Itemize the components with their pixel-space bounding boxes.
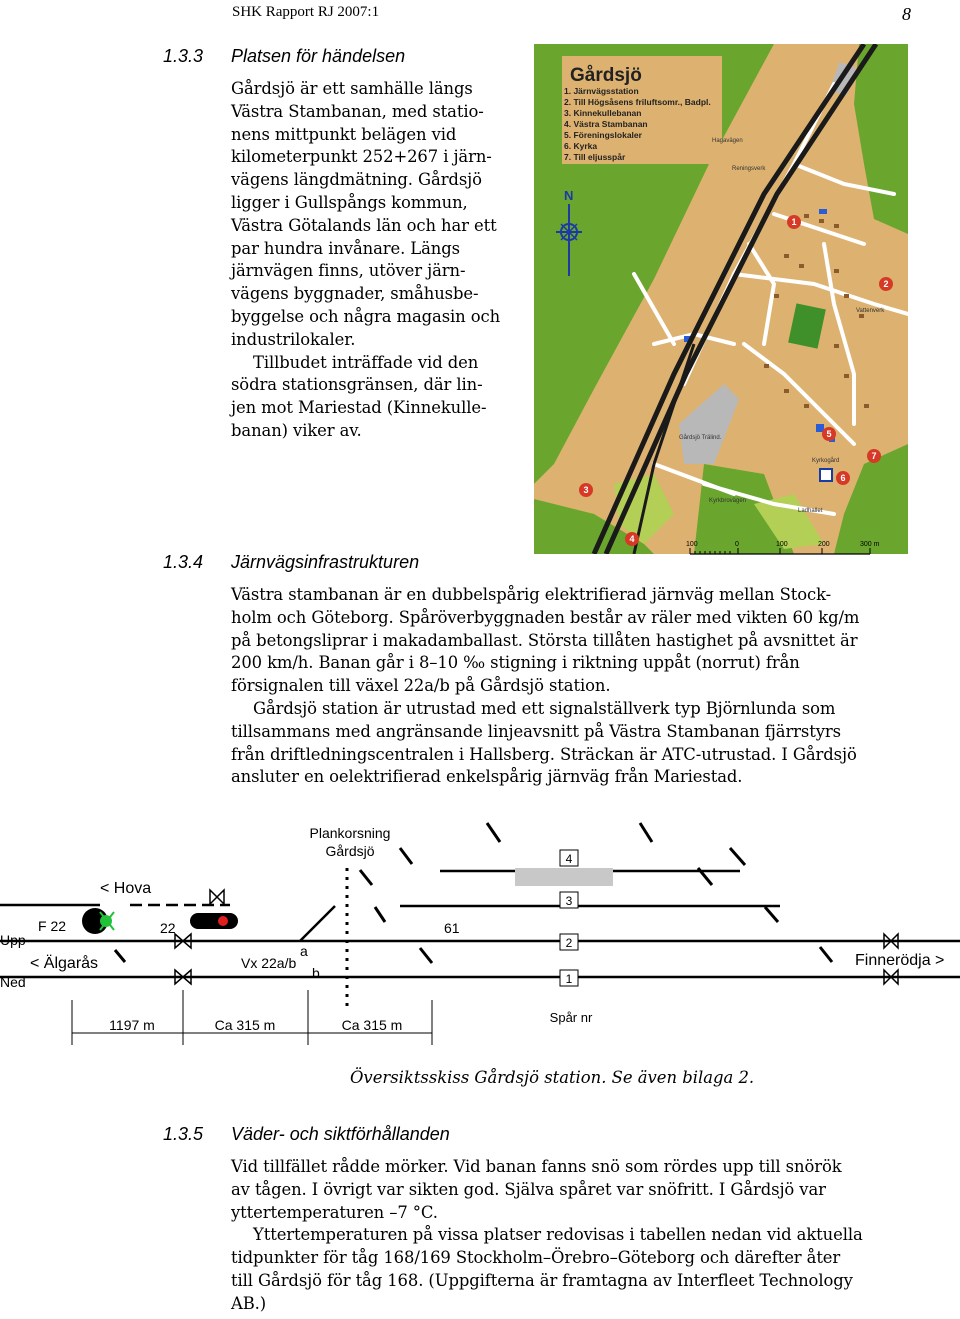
text-line: Gårdsjö station är utrustad med ett signalställverk typ Björnlunda som [253, 698, 836, 718]
scale-label: 100 [686, 541, 698, 548]
switch-b-label: b [312, 965, 320, 981]
ned-label: Ned [0, 974, 26, 990]
text-line: Gårdsjö är ett samhälle längs [231, 79, 473, 98]
paragraph [231, 1156, 931, 1224]
paragraph [231, 78, 531, 352]
text-line: jen mot Mariestad (Kinnekulle- [231, 398, 487, 418]
section-heading-1-3-5 [163, 1124, 563, 1148]
scale-label: 300 m [860, 541, 880, 548]
section-1-3-3-text [231, 78, 531, 443]
scale-label: 200 [818, 541, 830, 548]
text-line: från driftledningscentralen i Hallsberg. Sträckan är ATC-utrustad. I Gårdsjö [231, 744, 857, 764]
level-crossing-label: Gårdsjö [325, 843, 375, 859]
section-number: 1.3.4 [163, 552, 204, 572]
text-line: holm och Göteborg. Spåröverbyggnaden består av räler med vikten 60 kg/m [231, 607, 860, 627]
track-number: 1 [565, 972, 573, 986]
text-line: Västra Stambanan, med statio- [231, 101, 484, 121]
algaras-label: < Älgarås [30, 955, 99, 972]
map-marker-label: 6 [840, 473, 846, 483]
text-line: vägens byggnader, småhusbe- [231, 284, 479, 304]
signal-22-label: 22 [160, 920, 176, 936]
text-line: järnvägen finns, utöver järn- [231, 261, 466, 281]
legend-item: 7. Till eljusspår [564, 152, 626, 162]
paragraph [231, 698, 931, 789]
map-scale-bar [680, 538, 900, 562]
map-marker-label: 1 [791, 217, 797, 227]
track-number-legend: Spår nr [549, 1010, 593, 1025]
scale-label: 0 [735, 541, 739, 548]
text-line: av tågen. I övrigt var sikten god. Själva spåret var snöfritt. I Gårdsjö var [231, 1179, 826, 1199]
text-line: industrilokaler. [231, 329, 356, 349]
track-diagram [0, 810, 960, 1060]
section-heading-1-3-3 [163, 46, 563, 70]
text-line: vägens längdmätning. Gårdsjö [231, 170, 482, 190]
paragraph [231, 352, 531, 443]
text-line: Yttertemperaturen på vissa platser redovisas i tabellen nedan vid aktuella [253, 1225, 863, 1245]
text-line: kilometerpunkt 252+267 i järn- [231, 147, 492, 167]
place-label: Ladhallet [798, 508, 823, 514]
text-line: till Gårdsjö för tåg 168. (Uppgifterna är framtagna av Interfleet Technology [231, 1270, 853, 1290]
platform [515, 868, 613, 886]
text-line: AB.) [231, 1293, 267, 1313]
place-label: Kyrkbrovägen [709, 498, 747, 504]
place-label: Kyrkogård [812, 458, 840, 464]
report-header: SHK Rapport RJ 2007:1 [232, 4, 380, 20]
text-line: Tillbudet inträffade vid den [253, 352, 479, 372]
track-number: 3 [565, 894, 573, 908]
distance-label: 1197 m [109, 1017, 155, 1033]
paragraph [231, 1224, 931, 1315]
text-line: ligger i Gullspångs kommun, [231, 192, 468, 212]
presignal-icon [82, 908, 114, 934]
church-icon [820, 469, 832, 481]
section-title: Väder- och siktförhållanden [231, 1124, 450, 1144]
text-line: byggelse och några magasin och [231, 306, 501, 326]
legend-item: 4. Västra Stambanan [564, 119, 648, 129]
section-title: Platsen för händelsen [231, 46, 406, 66]
finnerodja-label: Finnerödja > [855, 952, 945, 969]
map-marker-label: 4 [629, 534, 635, 544]
text-line: tidpunkter för tåg 168/169 Stockholm–Örebro–Göteborg och därefter åter [231, 1248, 841, 1268]
legend-item: 5. Föreningslokaler [564, 130, 642, 140]
distance-label: Ca 315 m [341, 1017, 403, 1033]
level-crossing-label: Plankorsning [309, 825, 391, 841]
hova-label: < Hova [100, 880, 152, 897]
distance-label: Ca 315 m [214, 1017, 276, 1033]
text-line: tillsammans med angränsande linjeavsnitt på Västra Stambanan fjärrstyrs [231, 721, 841, 741]
section-heading-1-3-4 [163, 552, 563, 576]
text-line: Västra stambanan är en dubbelspårig elektrifierad järnväg mellan Stock- [231, 585, 832, 604]
switch-label: Vx 22a/b [241, 955, 297, 971]
section-number: 1.3.3 [163, 46, 204, 66]
north-label: N [564, 188, 574, 203]
legend-item: 1. Järnvägsstation [564, 86, 639, 96]
legend-item: 2. Till Högsåsens friluftsomr., Badpl. [564, 97, 711, 107]
section-number: 1.3.5 [163, 1124, 204, 1144]
page-number: 8 [902, 4, 911, 24]
text-line: 200 km/h. Banan går i 8–10 ‰ stigning i riktning uppåt (norrut) från [231, 653, 800, 673]
track-number: 4 [565, 852, 573, 866]
section-title: Järnvägsinfrastrukturen [231, 552, 420, 572]
section-1-3-4-text [231, 584, 931, 789]
figure-caption: Översiktsskiss Gårdsjö station. Se även bilaga 2. [350, 1068, 755, 1087]
upp-label: Upp [0, 932, 26, 948]
text-line: par hundra invånare. Längs [231, 238, 460, 258]
f22-label: F 22 [38, 918, 67, 934]
map-marker-label: 7 [871, 451, 877, 461]
text-line: på betongsliprar i makadamballast. Största tillåten hastighet på avsnittet är [231, 630, 858, 650]
scale-label: 100 [776, 541, 788, 548]
switch-diverging [300, 906, 335, 941]
text-line: Vid tillfället rådde mörker. Vid banan fanns snö som rördes upp till snörök [231, 1157, 842, 1176]
text-line: yttertemperaturen –7 °C. [231, 1202, 438, 1222]
text-line: Västra Götalands län och har ett [231, 215, 497, 235]
text-line: försignalen till växel 22a/b på Gårdsjö station. [231, 676, 611, 696]
map-marker-label: 3 [583, 485, 589, 495]
place-label: Hagavägen [712, 138, 743, 144]
text-line: ansluter en oelektrifierad enkelspårig järnväg från Mariestad. [231, 767, 743, 787]
text-line: södra stationsgränsen, där lin- [231, 375, 483, 395]
text-line: nens mittpunkt belägen vid [231, 124, 457, 144]
village-map [534, 44, 908, 554]
signal-61-label: 61 [444, 920, 460, 936]
switch-a-label: a [300, 943, 308, 959]
legend-item: 6. Kyrka [564, 141, 598, 151]
text-line: banan) viker av. [231, 420, 362, 440]
legend-item: 3. Kinnekullebanan [564, 108, 642, 118]
map-marker-label: 5 [826, 429, 832, 439]
paragraph [231, 584, 931, 698]
place-label: Vattenverk [856, 308, 885, 314]
map-marker-label: 2 [883, 279, 889, 289]
section-1-3-5-text [231, 1156, 931, 1316]
place-label: Gårdsjö Trälind. [679, 435, 722, 441]
place-label: Reningsverk [732, 166, 766, 172]
track-number: 2 [565, 936, 573, 950]
main-signal-icon [190, 913, 238, 929]
map-title: Gårdsjö [570, 65, 642, 86]
